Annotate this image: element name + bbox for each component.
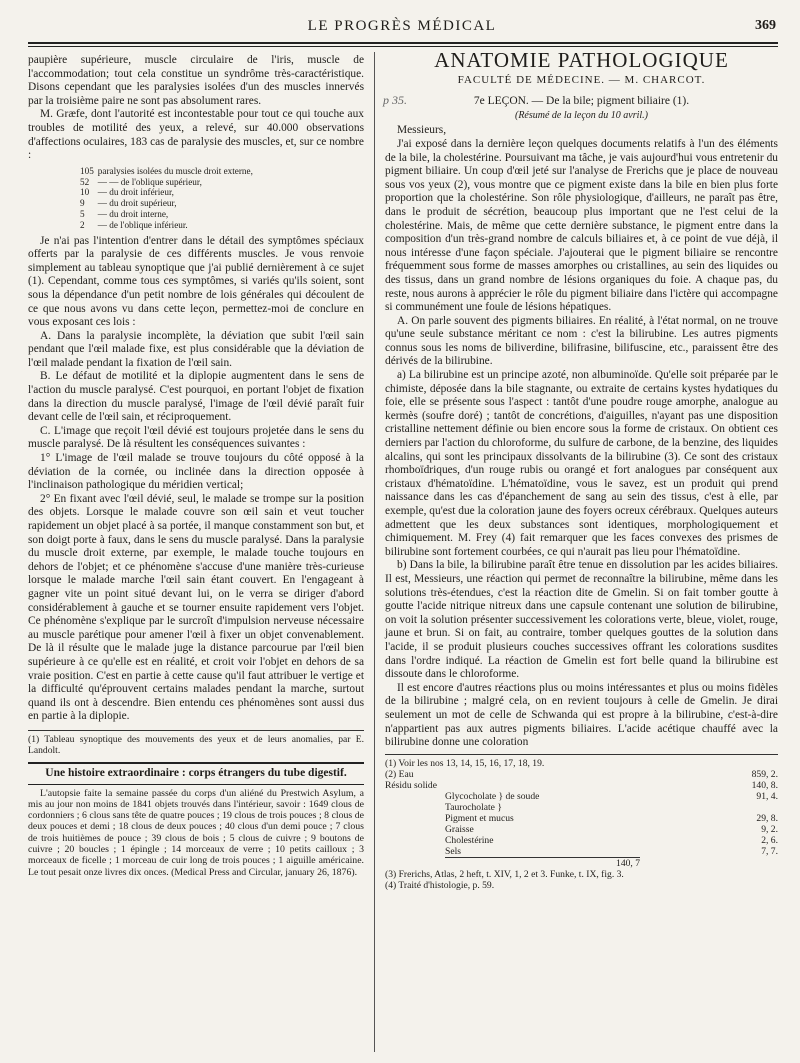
row-value: 7, 7.	[761, 845, 778, 857]
row-label: Cholestérine	[445, 834, 494, 846]
faculty-line: FACULTÉ DE MÉDECINE. — M. CHARCOT.	[457, 73, 706, 86]
analysis-row	[385, 780, 778, 791]
paragraph: 1° L'image de l'œil malade se trouve toujours du côté opposé à la déviation de la cornée, ou inclinée dans la direction opposée à l'inclinaison pathologique du méridien vertical;	[28, 452, 364, 492]
paragraph: paupière supérieure, muscle circulaire de l'iris, muscle de l'accommodation; tout cela constitue un syndrôme très-caractéristique. Disons cependant que les paralysies isolées d'un des muscles innervés par la troisième paire ne sont pas absolument rares.	[28, 54, 364, 107]
composition-total: 140, 7	[445, 857, 640, 869]
paragraph: Je n'ai pas l'intention d'entrer dans le détail des symptômes spéciaux offerts par la paralysie de ces différents muscles. Je vous renvoie simplement au tableau synoptique que j'ai publié dernièrement à ce sujet (1). Cependant, comme tous ces symptômes, si variés qu'ils soient, sont sous la dépendance d'un petit nombre de lois générales qui découlent de ce que nous avons vu dans cette leçon, permettez-moi de conclure en vous exposant ces lois :	[28, 234, 364, 329]
count-cell: 5	[80, 208, 85, 219]
lesson-title: 7e LEÇON. — De la bile; pigment biliaire (1).	[473, 95, 690, 108]
header-rule-thin	[28, 46, 778, 47]
label-cell: — du droit inférieur,	[97, 187, 174, 198]
count-cell: 9	[80, 198, 85, 209]
row-value: 859, 2.	[751, 768, 778, 780]
lesson-summary-date: (Résumé de la leçon du 10 avril.)	[514, 109, 649, 121]
row-label: Résidu solide	[385, 779, 437, 791]
composition-list	[385, 791, 778, 857]
table-row	[78, 166, 255, 177]
table-row	[78, 220, 255, 231]
footnote: (4) Traité d'histologie, p. 59.	[385, 879, 495, 891]
paragraph: a) La bilirubine est un principe azoté, non albuminoïde. Qu'elle soit préparée par le chimiste, déposée dans la bile stagnante, ou extraite de certains kystes hydatiques du foie, elle se présente sous l'aspect : tantôt d'une poudre rouge amorphe, analogue au kermès (soufre doré) ; tantôt de concrétions, d'aiguilles, n'ayant pas une disposition cristalline nettement définie ou bien encore sous la forme de cristaux. On obtient ces derniers par l'action du chloroforme, du sulfure de carbone, de la benzine, des liquides alcalins, qui sont les principaux dissolvants de la bilirubine (3). Ce sont des cristaux rhomboïdriques, d'un rouge rubis ou orangé et fort analogues par conséquent aux cristaux d'hématoïdine. L'hématoïdine, vous le savez, est un produit qui prend naissance dans les cas d'épanchement de sang au sein des tissus, c'est à elle, par exemple, qu'est due la coloration jaune des foyers ocreux cérébraux. Quelques auteurs admettent que les deux substances sont identiques, morphologiquement et chimiquement. M. Frey (4) fait remarquer que les faces convexes des prismes de bilirubine sont fortement courbées, ce qui n'aurait pas lieu pour l'hématoïdine.	[385, 369, 778, 558]
row-label: Taurocholate }	[445, 801, 502, 813]
column-divider	[374, 52, 375, 1052]
page-header	[28, 18, 776, 42]
paragraph: A. On parle souvent des pigments biliaires. En réalité, à l'état normal, on ne trouve qu'une seule substance méritant ce nom : c'est la bilirubine. Les autres pigments connus sous les noms de biliverdine, bilifrasine, bilifuscine, etc., paraissent être des dérivés de la bilirubine.	[385, 314, 778, 368]
paragraph: Il est encore d'autres réactions plus ou moins intéressantes et plus ou moins fidèles de la bilirubine ; malgré cela, on en revient toujours à celle de Gmelin. Je dirai seulement un mot de celle de Schwanda qui est propre à la bilirubine, c'est-à-dire n'appartient pas aux autres pigments biliaires. L'acide acétique chauffé avec la bilirubine donne une coloration	[385, 681, 778, 749]
header-rule	[28, 42, 778, 44]
table-row	[78, 209, 255, 220]
page-number: 369	[755, 18, 776, 33]
paragraph: 2° En fixant avec l'œil dévié, seul, le malade se trompe sur la position des objets. Lorsque le malade couvre son œil sain et veut toucher rapidement un objet placé à sa portée, il manque constamment son but, et son doigt porte à faux, dans le sens du muscle paralysé. Dans la paralysie du muscle droit externe, par exemple, le malade touche toujours en dehors de l'objet; et ce phénomène s'accuse d'une manière très-curieuse lorsque le malade marche l'œil sain étant couvert. En l'engageant à gagner vite un point situé devant lui, on le verra se diriger d'abord considérablement à gauche et se tourner ensuite rapidement vers l'objet. Ce phénomène s'explique par le surcroît d'impulsion nerveuse nécessaire au muscle parétique pour amener l'œil à fixer un objet convenablement. De là il résulte que le malade juge la distance parcourue par l'œil bien supérieure à ce qu'elle est en réalité, et croit voir l'objet en dehors de sa vraie position. C'est en partie à cette cause qu'il faut attribuer le vertige et la difficulté qu'éprouvent certains malades pendant la marche, surtout quand ils ont à descendre. Bien entendu ces phénomènes sont aussi dus en partie à la diplopie.	[28, 492, 364, 723]
composition-row	[445, 791, 778, 802]
footnote: (3) Frerichs, Atlas, 2 heft, t. XIV, 1, 2 et 3. Funke, t. IX, fig. 3.	[385, 868, 624, 880]
paralysis-stats-table	[78, 166, 255, 231]
count-cell: 2	[80, 219, 85, 230]
paragraph: B. Le défaut de motilité et la diplopie augmentent dans le sens de l'action du muscle paralysé. C'est pourquoi, en portant l'objet de fixation dans la direction du muscle paralysé, l'image de l'œil dévié paraît fuir devant celle de l'œil sain, et réciproquement.	[28, 370, 364, 424]
footnote: (1) Voir les nos 13, 14, 15, 16, 17, 18, 19.	[385, 757, 545, 769]
composition-row	[445, 835, 778, 846]
composition-row	[445, 813, 778, 824]
section-title: ANATOMIE PATHOLOGIQUE	[434, 48, 729, 72]
analysis-row	[385, 769, 778, 780]
composition-row	[445, 824, 778, 835]
composition-row	[445, 802, 778, 813]
table-row	[78, 177, 255, 188]
left-column	[28, 54, 364, 878]
count-cell: 52	[80, 176, 90, 187]
handwritten-note: p 35.	[383, 93, 407, 107]
journal-title: LE PROGRÈS MÉDICAL	[307, 18, 497, 34]
count-cell: 105	[80, 165, 94, 176]
composition-row	[445, 846, 778, 857]
paragraph: b) Dans la bile, la bilirubine paraît être tenue en dissolution par les acides biliaires. Il est, Messieurs, une réaction qui permet de reconnaître la bilirubine, même dans les solutions très-étendues, c'est la réaction dite de Gmelin. Si on fait tomber goutte à goutte l'acide nitrique nitreux dans une capsule contenant une solution de bilirubine, on voit la solution présenter successivement les colorations verte, bleue, violet, rouge, jaune et brun. Si on fait, au contraire, tomber quelques gouttes de la solution dans l'acide, il se produit plusieurs couches successives offrant les colorations susdites dans l'ordre indiqué. La réaction de Gmelin est fort belle quand la bilirubine est dissoute dans le chloroforme.	[385, 559, 778, 681]
salutation: Messieurs,	[397, 124, 447, 137]
label-cell: — — de l'oblique supérieur,	[97, 176, 202, 187]
row-label: (2) Eau	[385, 768, 414, 780]
article-body: L'autopsie faite la semaine passée du corps d'un aliéné du Prestwich Asylum, a mis au jour non moins de 1841 objets trouvés dans l'intérieur, savoir : 1649 clous de cordonniers ; 6 clous sans tête de quatre pouces ; 19 clous de trois pouces ; 8 clous de deux pouces et demi ; 18 clous de deux pouces ; 40 clous d'un demi pouce ; 7 clous de trois huitièmes de pouce ; 39 clous de bois ; 5 clous de cuivre ; 9 boutons de cuivre ; 20 boucles ; 1 épingle ; 14 morceaux de verre ; 10 petits cailloux ; 3 morceaux de ficelle ; 1 morceau de cuir long de trois pouces ; 1 aiguille américaine. Le tout pesait onze livres dix onces. (Medical Press and Circular, january 26, 1876).	[28, 787, 364, 878]
paragraph: C. L'image que reçoit l'œil dévié est toujours projetée dans le sens du muscle paralysé. De là résultent les conséquences suivantes :	[28, 424, 364, 451]
label-cell: — du droit interne,	[97, 208, 169, 219]
footnote: (1) Tableau synoptique des mouvements des yeux et de leurs anomalies, par E. Landolt.	[28, 730, 364, 756]
row-label: Glycocholate } de soude	[445, 790, 540, 802]
row-value	[708, 802, 778, 813]
row-value: 9, 2.	[761, 823, 778, 835]
count-cell: 10	[80, 187, 90, 198]
paragraph: A. Dans la paralysie incomplète, la déviation que subit l'œil sain pendant que l'œil malade fixe, est plus considérable que la déviation de l'œil malade pendant la fixation de l'œil sain.	[28, 329, 364, 369]
row-value: 2, 6.	[761, 834, 778, 846]
row-label: Pigment et mucus	[445, 812, 514, 824]
footnotes	[385, 754, 778, 891]
paragraph: J'ai exposé dans la dernière leçon quelques documents relatifs à l'un des éléments de la bile, la cholestérine. Poursuivant ma tâche, je vais aujourd'hui vous entretenir du pigment biliaire. Un coup d'œil jeté sur l'analyse de Frerichs que je place de nouveau sous vos yeux (2), vous montre que ce pigment existe dans la bile en bien plus forte proportion que la cholestérine. Son rôle physiologique, d'ailleurs, ne paraît pas être, dans le produit de sécrétion, beaucoup plus important que ne l'est celui de la cholestérine. Mais, de même que cette dernière substance, le pigment entre dans la composition d'un très-grand nombre de calculs biliaires et, à ce point de vue déjà, il nous intéresse d'une façon spéciale. J'ajouterai que le pigment biliaire se rencontre fréquemment sous forme de masses amorphes ou cristallines, au sein des liquides ou des tissus, dans un grand nombre de lésions organiques du foie. A chaque pas, du reste, nous aurons à apprécier le rôle du pigment biliaire dans l'ictère qui accompagne si communément une foule de lésions hépatiques.	[385, 137, 778, 314]
row-label: Sels	[445, 845, 461, 857]
row-label: Graisse	[445, 823, 474, 835]
table-row	[78, 198, 255, 209]
label-cell: — de l'oblique inférieur.	[97, 219, 188, 230]
row-value: 29, 8.	[756, 812, 778, 824]
row-value: 91, 4.	[756, 790, 778, 802]
table-row	[78, 187, 255, 198]
label-cell: — du droit supérieur,	[97, 198, 177, 209]
row-value: 140, 8.	[751, 779, 778, 791]
label-cell: paralysies isolées du muscle droit externe,	[97, 165, 253, 176]
right-column	[383, 48, 778, 891]
paragraph: M. Græfe, dont l'autorité est incontestable pour tout ce qui touche aux troubles de motilité des yeux, a relevé, sur 40.000 observations d'affections oculaires, 183 cas de paralysie des muscles, et, sur ce nombre :	[28, 108, 364, 162]
article-title: Une histoire extraordinaire : corps étrangers du tube digestif.	[28, 762, 364, 785]
